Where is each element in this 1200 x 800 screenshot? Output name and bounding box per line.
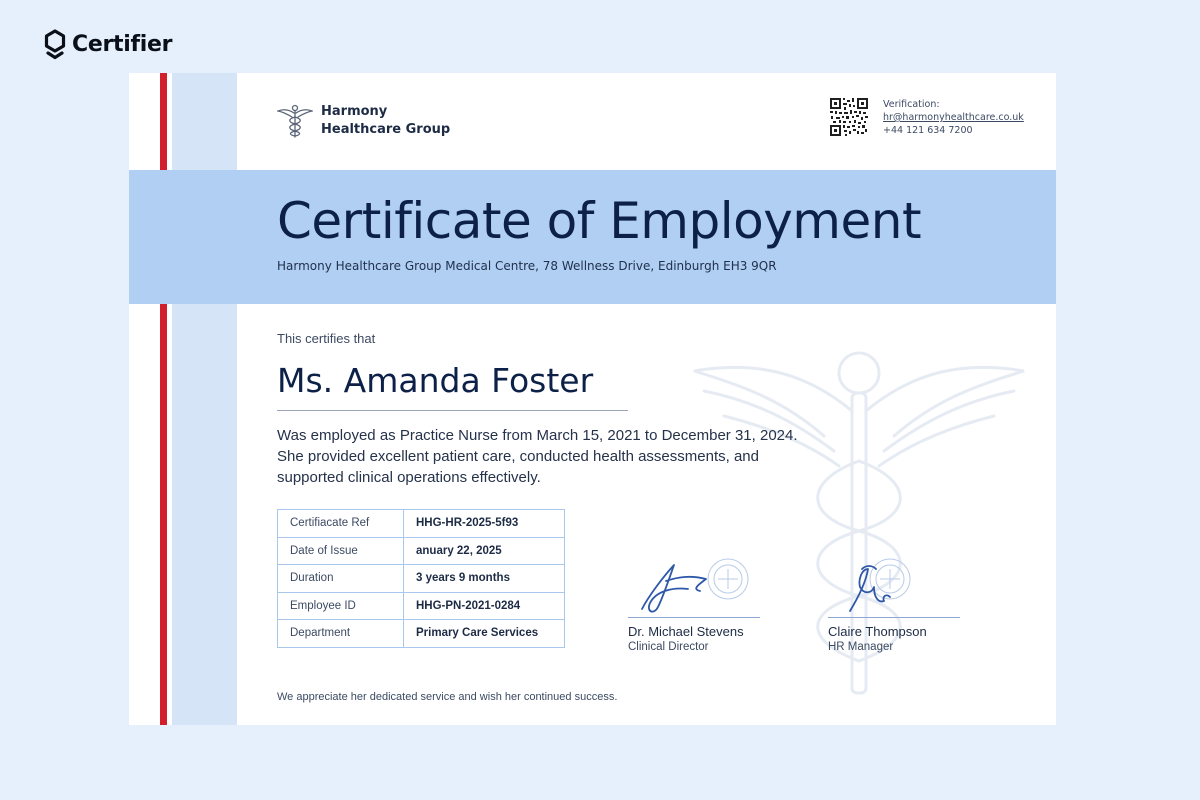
- verification-details: [883, 98, 1024, 137]
- qr-code-icon: [830, 98, 868, 136]
- verification-label: Verification:: [883, 99, 940, 110]
- recipient-underline: [277, 410, 628, 411]
- detail-value: HHG-HR-2025-5f93: [404, 510, 565, 538]
- organization-name-line1: Harmony: [321, 104, 388, 119]
- description-line: Was employed as Practice Nurse from March 15, 2021 to December 31, 2024.: [277, 427, 798, 444]
- description-line: She provided excellent patient care, conducted health assessments, and: [277, 448, 759, 465]
- detail-label: Certifiacate Ref: [278, 510, 404, 538]
- brand-name: Certifier: [72, 32, 173, 57]
- table-row: [278, 510, 565, 538]
- verification-email-link[interactable]: hr@harmonyhealthcare.co.uk: [883, 112, 1024, 123]
- table-row: [278, 620, 565, 648]
- signer-title: HR Manager: [828, 641, 894, 653]
- table-row: [278, 537, 565, 565]
- certificate-address: Harmony Healthcare Group Medical Centre, 78 Wellness Drive, Edinburgh EH3 9QR: [277, 259, 777, 273]
- certifies-intro: This certifies that: [277, 331, 376, 346]
- closing-statement: We appreciate her dedicated service and wish her continued success.: [277, 691, 618, 703]
- employment-description: [277, 425, 817, 488]
- signer-name: Dr. Michael Stevens: [628, 624, 744, 639]
- detail-label: Duration: [278, 565, 404, 593]
- signature-line: [828, 617, 960, 618]
- signature-block-hr-manager: [828, 557, 988, 653]
- signer-title: Clinical Director: [628, 641, 709, 653]
- certifier-logo-icon: [44, 29, 66, 60]
- signature-stamp-icon: [828, 557, 960, 617]
- organization-name: [321, 103, 450, 139]
- verification-phone: +44 121 634 7200: [883, 125, 973, 136]
- detail-value: anuary 22, 2025: [404, 537, 565, 565]
- title-banner: [129, 170, 1056, 304]
- organization-name-line2: Healthcare Group: [321, 122, 451, 137]
- organization-logo: [277, 103, 450, 139]
- signature-line: [628, 617, 760, 618]
- signer-name: Claire Thompson: [828, 624, 927, 639]
- certificate: [129, 73, 1056, 725]
- detail-label: Department: [278, 620, 404, 648]
- detail-label: Date of Issue: [278, 537, 404, 565]
- detail-value: Primary Care Services: [404, 620, 565, 648]
- certificate-title: Certificate of Employment: [277, 192, 922, 250]
- table-row: [278, 592, 565, 620]
- signature-block-clinical-director: [628, 557, 788, 653]
- verification-block: [830, 98, 1024, 137]
- detail-label: Employee ID: [278, 592, 404, 620]
- recipient-name: Ms. Amanda Foster: [277, 361, 594, 400]
- caduceus-icon: [277, 103, 313, 139]
- signature-stamp-icon: [628, 557, 760, 617]
- details-table: [277, 509, 565, 648]
- description-line: supported clinical operations effectively.: [277, 469, 541, 486]
- detail-value: 3 years 9 months: [404, 565, 565, 593]
- table-row: [278, 565, 565, 593]
- certifier-brand: [44, 29, 172, 60]
- detail-value: HHG-PN-2021-0284: [404, 592, 565, 620]
